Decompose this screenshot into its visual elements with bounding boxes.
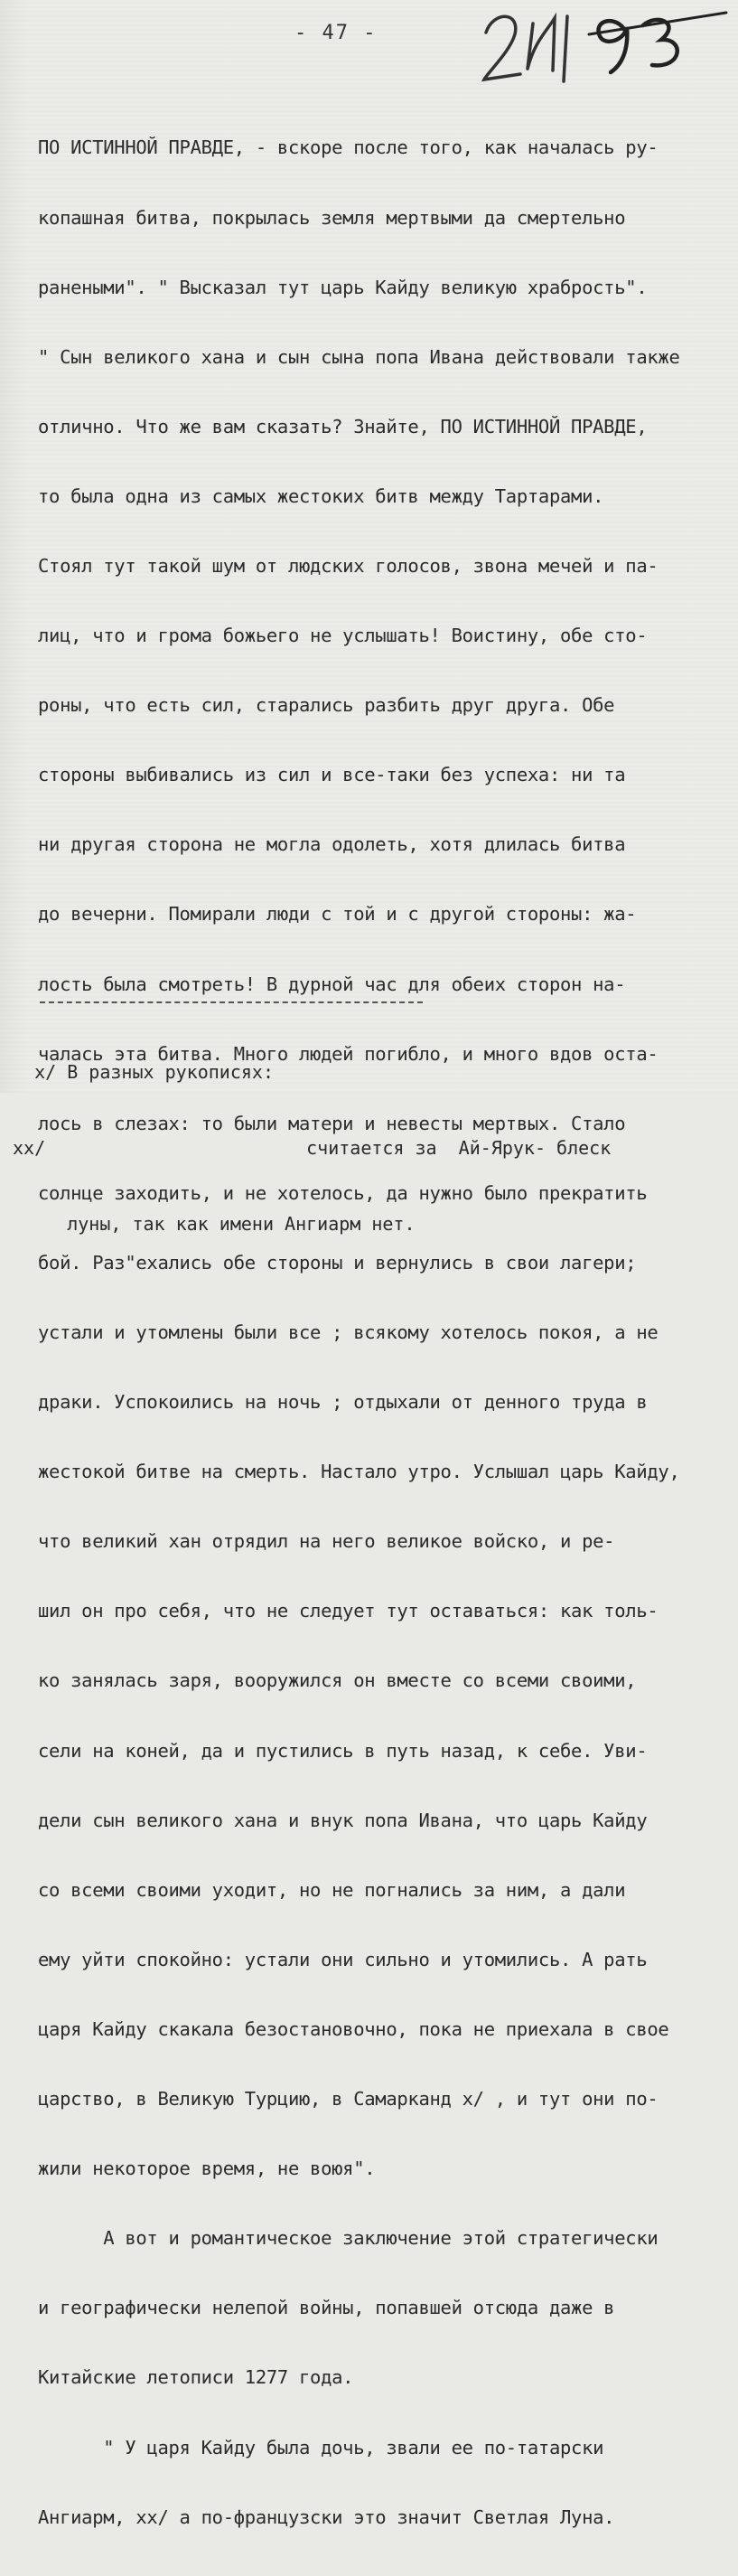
text-line: Стоял тут такой шум от людских голосов, звона мечей и па- <box>38 554 659 577</box>
text-line: лось в слезах: то были матери и невесты мертвых. Стало <box>38 1112 626 1134</box>
text-line: царство, в Великую Турцию, в Самарканд x/ , и тут они по- <box>38 2088 659 2111</box>
text-line: " Сын великого хана и сын сына попа Ивана действовали также <box>38 345 680 368</box>
text-line: сели на коней, да и пустились в путь назад, к себе. Уви- <box>38 1739 648 1762</box>
text-line: " У царя Кайду была дочь, звали ее по-татарски <box>38 2436 604 2458</box>
text-line: ко занялась заря, вооружился он вместе со всеми своими, <box>38 1669 637 1692</box>
text-line: жили некоторое время, не воюя". <box>38 2158 376 2180</box>
text-line: до вечерни. Помирали люди с той и с другой стороны: жа- <box>38 903 637 926</box>
text-line: ранеными". " Высказал тут царь Кайду великую храбрость". <box>38 276 648 298</box>
footnote-line: луны, так как имени Ангиарм нет. <box>13 1213 416 1235</box>
text-line: со всеми своими уходит, но не погнались за ним, а дали <box>38 1878 626 1901</box>
text-line: ни другая сторона не могла одолеть, хотя длилась битва <box>38 833 626 856</box>
text-line: стороны выбивались из сил и все-таки без успеха: ни та <box>38 764 626 786</box>
text-line: роны, что есть сил, старались разбить друг друга. Обе <box>38 694 615 717</box>
handwritten-archive-number <box>481 5 733 87</box>
text-line: ПО ИСТИННОЙ ПРАВДЕ, - вскоре после того, как началась ру- <box>38 136 659 159</box>
footnote-line: xx/ считается за Ай-Ярук- блеск <box>13 1137 612 1159</box>
text-line: дели сын великого хана и внук попа Ивана, что царь Кайду <box>38 1809 648 1831</box>
text-line: что великий хан отрядил на него великое войско, и ре- <box>38 1530 615 1553</box>
body-text <box>38 90 735 2576</box>
text-line: отлично. Что же вам сказать? Знайте, ПО ИСТИННОЙ ПРАВДЕ, <box>38 415 648 437</box>
text-line: солнце заходить, и не хотелось, да нужно было прекратить <box>38 1181 648 1204</box>
text-line: чалась эта битва. Много людей погибло, и много вдов оста- <box>38 1042 659 1065</box>
text-line: лиц, что и грома божьего не услышать! Воистину, обе сто- <box>38 625 648 647</box>
text-line: царя Кайду скакала безостановочно, пока не приехала в свое <box>38 2017 669 2040</box>
page-number: - 47 - <box>294 22 378 44</box>
footnote-line: x/ В разных рукописях: <box>13 1061 274 1083</box>
text-line: копашная битва, покрылась земля мертвыми да смертельно <box>38 206 626 229</box>
text-line: Китайские летописи 1277 года. <box>38 2366 354 2389</box>
text-line: шил он про себя, что не следует тут оставаться: как толь- <box>38 1600 659 1622</box>
text-line: бой. Раз"ехались обе стороны и вернулись в свои лагери; <box>38 1251 637 1274</box>
text-line: драки. Успокоились на ночь ; отдыхали от денного труда в <box>38 1391 648 1414</box>
text-line: лость была смотреть! В дурной час для обеих сторон на- <box>38 973 626 995</box>
text-line: устали и утомлены были все ; всякому хотелось покоя, а не <box>38 1321 659 1343</box>
text-line: то была одна из самых жестоких битв между Тартарами. <box>38 484 604 507</box>
footnotes <box>13 1009 726 1287</box>
text-line: ему уйти спокойно: устали они сильно и утомились. А рать <box>38 1948 648 1970</box>
footnote-divider <box>40 1001 423 1003</box>
text-line: Ангиарм, xx/ а по-французски это значит Светлая Луна. <box>38 2505 615 2528</box>
text-line: и географически нелепой войны, попавшей отсюда даже в <box>38 2297 615 2319</box>
text-line: А вот и романтическое заключение этой стратегически <box>38 2227 659 2250</box>
text-line: жестокой битве на смерть. Настало утро. Услышал царь Кайду, <box>38 1461 680 1483</box>
